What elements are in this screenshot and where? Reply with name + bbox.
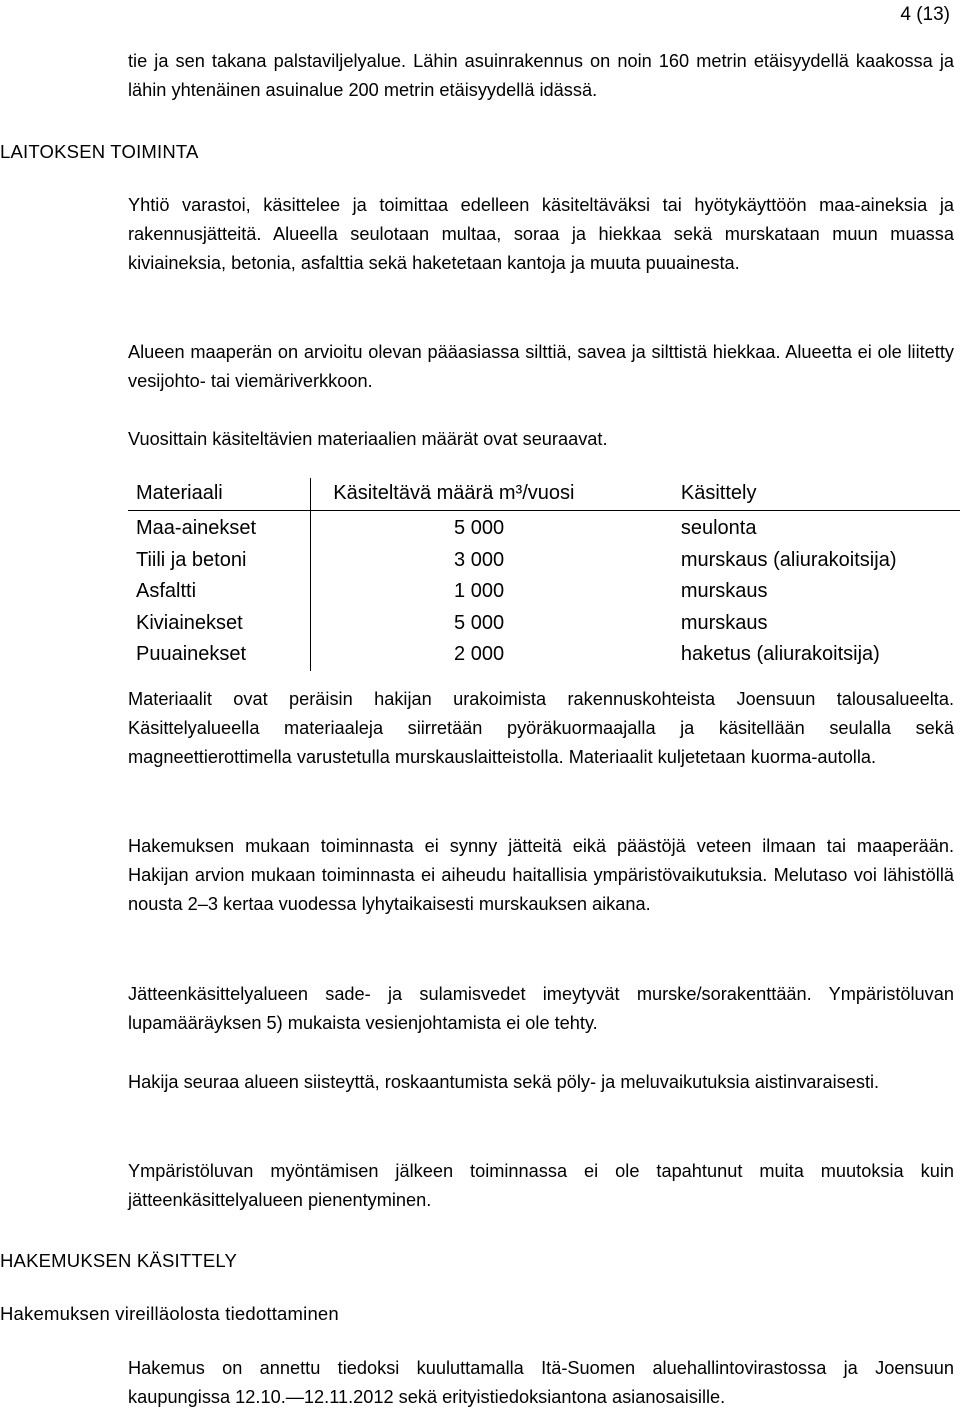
quantity-cell: 3 000 [454,548,505,571]
quantity-cell: 5 000 [454,517,505,539]
column-header-material: Materiaali [128,478,311,511]
material-cell: Asfaltti [128,576,311,608]
toiminta-paragraph-2: Alueen maaperän on arvioitu olevan pääasiassa silttiä, savea ja silttistä hiekkaa. Alueetta ei ole liitetty vesijohto- tai viemäriverkkoon. [128,342,954,391]
material-cell: Kiviainekset [128,608,311,640]
materials-origin-paragraph: Materiaalit ovat peräisin hakijan urakoimista rakennuskohteista Joensuun talousalueelta. Käsittelyalueella materiaaleja siirretään pyöräkuormaajalla ja käsitellään seulalla sekä magneettierottimella varustetulla murskauslaitteistolla. Materiaalit kuljetetaan kuorma-autolla. [128,689,954,767]
toiminta-paragraph-3: Vuosittain käsiteltävien materiaalien määrät ovat seuraavat. [128,429,608,449]
column-header-processing: Käsittely [673,478,960,511]
toiminta-paragraph-1: Yhtiö varastoi, käsittelee ja toimittaa edelleen käsiteltäväksi tai hyötykäyttöön maa-aineksia ja rakennusjätteitä. Alueella seulotaan multaa, soraa ja hiekkaa sekä murskataan muun muassa kiviaineksia, betonia, asfalttia sekä haketetaan kantoja ja muuta puuainesta. [128,195,954,273]
section-heading-kasittely: HAKEMUKSEN KÄSITTELY [0,1250,238,1271]
emissions-paragraph: Hakemuksen mukaan toiminnasta ei synny jätteitä eikä päästöjä veteen ilmaan tai maaperään. Hakijan arvion mukaan toiminnasta ei aiheudu haitallisia ympäristövaikutuksia. Melutaso voi lähistöllä nousta 2–3 kertaa vuodessa lyhytaikaisesti murskauksen aikana. [128,836,954,914]
material-cell: Tiili ja betoni [128,545,311,577]
materials-table-header-row [128,478,960,511]
table-row [128,576,960,608]
kasittely-paragraph: Hakemus on annettu tiedoksi kuuluttamalla Itä-Suomen aluehallintovirastossa ja Joensuun kaupungissa 12.10.—12.11.2012 sekä erityistiedoksiantona asianosaisille. [128,1358,954,1407]
quantity-cell: 5 000 [454,611,505,634]
changes-paragraph: Ympäristöluvan myöntämisen jälkeen toiminnassa ei ole tapahtunut muita muutoksia kuin jätteenkäsittelyalueen pienentyminen. [128,1161,954,1210]
monitoring-paragraph: Hakija seuraa alueen siisteyttä, roskaantumista sekä pöly- ja meluvaikutuksia aistinvaraisesti. [128,1072,880,1092]
quantity-cell: 2 000 [454,643,505,666]
processing-cell: haketus (aliurakoitsija) [680,643,880,666]
stormwater-paragraph: Jätteenkäsittelyalueen sade- ja sulamisvedet imeytyvät murske/sorakenttään. Ympäristöluvan lupamääräyksen 5) mukaista vesienjohtamista ei ole tehty. [128,984,954,1033]
processing-cell: murskaus [680,580,768,603]
material-cell: Maa-ainekset [128,511,311,545]
column-header-quantity: Käsiteltävä määrä m³/vuosi [311,478,673,511]
material-cell: Puuainekset [128,639,311,671]
section-heading-toiminta: LAITOKSEN TOIMINTA [0,141,199,162]
page-number: 4 (13) [900,4,950,25]
materials-table [128,478,960,671]
processing-cell: seulonta [680,517,757,539]
processing-cell: murskaus (aliurakoitsija) [680,548,897,571]
quantity-cell: 1 000 [454,580,505,603]
subheading-tiedottaminen: Hakemuksen vireilläolosta tiedottaminen [0,1303,339,1324]
intro-paragraph: tie ja sen takana palstaviljelyalue. Lähin asuinrakennus on noin 160 metrin etäisyydellä kaakossa ja lähin yhtenäinen asuinalue 200 metrin etäisyydellä idässä. [128,51,954,100]
table-row [128,639,960,671]
processing-cell: murskaus [680,611,768,634]
table-row [128,545,960,577]
table-row [128,511,960,545]
table-row [128,608,960,640]
